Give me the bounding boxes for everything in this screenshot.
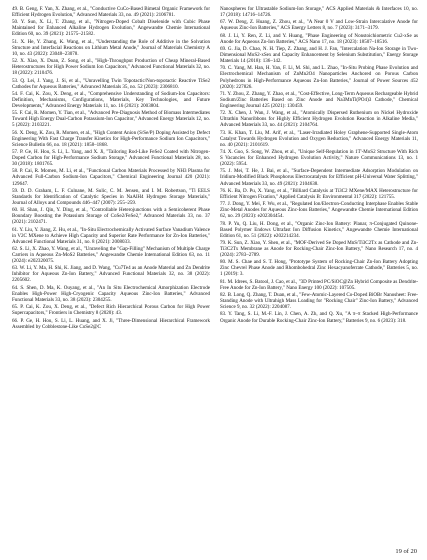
reference-entry: 65. P. Cai, K. Zou, X. Deng, et al., "Defect Rich Hierarchical Porous Carbon for High Power Supercapacitors," Frontiers in Chemistry 8 (2020): 43. (12, 304, 210, 317)
reference-entry: 50. Y. Sun, X. Li, T. Zhang, et al., "Nitrogen-Doped Cobalt Diselenide with Cubic Phase Maintained for Enhanced Alkaline Hydrogen Evolution," Angewandte Chemie International Edition 60, no. 39 (2021): 21575–21582. (12, 19, 210, 38)
reference-entry: Nanospheres for Ultrastable Sodium-Ion Storage," ACS Applied Materials & Interfaces 10, no. 17 (2018): 14716–14726. (220, 6, 418, 19)
reference-entry: 61. Y. Liu, Y. Jiang, Z. Hu, et al., "In-Situ Electrochemically Activated Surface Vanadium Valence in V2C MXene to Achieve High Capacity and Superior Rate Performance for Zn-Ion Batteries," Advanced Functional Materials 31, no. 8 (2021): 2008033. (12, 226, 210, 245)
reference-entry: 70. C. Yang, M. Han, H. Yan, F. Li, M. Shi, and L. Zhao, "In-Situ Probing Phase Evolution and Electrochemical Mechanism of ZnMn2O4 Nanoparticles Anchored on Porous Carbon Polyhedrons in High-Performance Aqueous Zn-Ion Batteries," Journal of Power Sources 452 (2020): 227826. (220, 65, 418, 90)
reference-entry: 74. X. Guo, S. Song, W. Zhou, et al., "Unique Self-Regulation in 1T'-MoS2 Structure With Rich S Vacancies for Enhanced Hydrogen Evolution Activity," Nature Communications 13, no. 1 (2022): 5954. (220, 149, 418, 168)
reference-entry: 83. Y. Tang, S. Li, M.-F. Lin, J. Chen, A. Zh, and Q. Xu, "A π–π Stacked High-Performance Organic Anode for Durable Rocking-Chair Zinc-Ion Battery," Batteries 9, no. 6 (2023): 318. (220, 311, 418, 324)
reference-entry: 51. X. He, Y. Zhang, K. Wang, et al., "Understanding the Role of Additive in the Solvation Structure and Interfacial Reactions on Lithium Metal Anode," Journal of Materials Chemistry A 10, no. 43 (2022): 23048–23078. (12, 38, 210, 57)
reference-entry: 49. B. Geng, F. Yan, X. Zhang, et al., "Conductive CuCo-Based Bimetal Organic Framework for Efficient Hydrogen Evolution," Advanced Materials 33, no. 49 (2021): 2106781. (12, 6, 210, 19)
reference-entry: 53. Q. Lei, J. Yang, J. Si, et al., "Unravelling Twin Topotactic/Non-topotactic Reactive TiSe2 Cathodes for Aqueous Batteries," Advanced Materials 35, no. 52 (2023): 2306810. (12, 77, 210, 90)
left-reference-column (12, 6, 210, 331)
reference-entry: 71. Y. Zhou, Z. Zhang, Y. Zhao, et al., "Cost-Effective, Long-Term Aqueous Rechargeable Hybrid Sodium/Zinc Batteries Based on Zinc Anode and Na3MnTi(PO4)3 Cathode," Chemical Engineering Journal 425 (2021): 130459. (220, 90, 418, 109)
reference-entry: 62. S. Li, X. Zhao, Y. Wang, et al., "Unraveling the "Gap-Filling" Mechanism of Multiple Charge Carriers in Aqueous Zn-MoS2 Batteries," Angewandte Chemie International Edition 63, no. 11 (2024): e202320075. (12, 245, 210, 265)
reference-entry: 72. X. Chen, J. Wan, J. Wang, et al., "Atomically Dispersed Ruthenium on Nickel Hydroxide Ultrathin Nanoribbons for Highly Efficient Hydrogen Evolution Reaction in Alkaline Media," Advanced Materials 33, no. 44 (2021): 2104764. (220, 110, 418, 129)
reference-entry: 52. X. Xiao, X. Duan, Z. Song, et al., "High-Throughput Production of Cheap Mineral-Based Heterostructures for High Power Sodium Ion Capacitors," Advanced Functional Materials 32, no. 18 (2022): 2110476. (12, 58, 210, 77)
reference-entry: 68. J. Li, Y. Ren, Z. Li, and Y. Huang, "Phase Engineering of Nonstoichiometric Cu2-xSe as Anode for Aqueous Zn-Ion Batteries," ACS Nano 17, no. 18 (2023): 18507–18516. (220, 32, 418, 45)
reference-entry: 78. P. Yu, Q. Liu, H. Dong, et al., "Organic Zinc-Ion Battery: Planar, π-Conjugated Quinone-Based Polymer Endows Ultrafast Ion Diffusion Kinetics," Angewandte Chemie International Edition 61, no. 51 (2022): e202214234. (220, 220, 418, 239)
reference-entry: 59. D. D. Graham, L. F. Culnane, M. Sulic, C. M. Jensen, and I. M. Robertson, "Ti EELS Standards for Identification of Catalytic Species in NaAlH4 Hydrogen Storage Materials," Journal of Alloys and Compounds 446–447 (2007): 255–259. (12, 187, 210, 206)
reference-entry: 80. M. S. Chae and S. T. Hong, "Prototype System of Rocking-Chair Zn-Ion Battery Adopting Zinc Chevrel Phase Anode and Rhombohedral Zinc Hexacyanoferrate Cathode," Batteries 5, no. 1 (2019): 3. (220, 259, 418, 278)
reference-entry: 66. P. Ge, H. Hou, S. Li, L. Huang, and X. Ji, "Three-Dimensional Hierarchical Framework Assembled by Cobblestone-Like CoSe2@C (12, 317, 210, 330)
page-number: 19 of 20 (395, 548, 417, 555)
right-reference-column (220, 6, 418, 331)
reference-entry: 76. K. Ba, D. Pu, X. Yang, et al., "Billiard Catalysis at Ti3C2 MXene/MAX Heterostructure for Efficient Nitrogen Fixation," Applied Catalysis B: Environmental 317 (2022): 121755. (220, 187, 418, 200)
reference-entry: 63. W. Li, Y. Ma, H. Shi, K. Jiang, and D. Wang, "Cu7Te4 as an Anode Material and Zn Dendrite Inhibitor for Aqueous Zn-Ion Battery," Advanced Functional Materials 32, no. 38 (2022): 2205602. (12, 265, 210, 284)
reference-entry: 67. W. Deng, Z. Huang, Z. Zhou, et al., "A Near 0 V and Low-Strain Intercalative Anode for Aqueous Zinc-Ion Batteries," ACS Energy Letters 8, no. 7 (2023): 3171–3179. (220, 19, 418, 32)
reference-entry: 81. M. Idrees, S. Batool, J. Cao, et al., "3D Printed PC/SiOC@Zn Hybrid Composite as Dendrite-Free Anode for Zn-Ion Battery," Nano Energy 100 (2022): 107505. (220, 278, 418, 291)
reference-entry: 82. B. Long, Q. Zhang, T. Duan, et al., "Few-Atomic-Layered Co-Doped BiOBr Nanosheet: Free-Standing Anode with Ultrahigh Mass Loading for "Rocking Chair" Zinc-Ion Battery," Advanced Science 9, no. 32 (2022): 2204087. (220, 292, 418, 311)
reference-entry: 77. J. Dong, Y. Mei, F. Wu, et al., "Regulated Ion/Electron-Conducting Interphase Enables Stable Zinc-Metal Anodes for Aqueous Zinc-Ions Batteries," Angewandte Chemie International Edition 62, no. 29 (2023): e202304454. (220, 201, 418, 220)
reference-entry: 57. P. Ge, H. Hou, S. Li, L. Yang, and X. Ji, "Tailoring Rod-Like FeSe2 Coated with Nitrogen-Doped Carbon for High-Performance Sodium Storage," Advanced Functional Materials 28, no. 30 (2018): 1801765. (12, 149, 210, 168)
reference-entry: 60. H. Shan, J. Qin, Y. Ding, et al., "Controllable Heterojunctions with a Semicoherent Phase Boundary Boosting the Potassium Storage of CoSe2/FeSe2," Advanced Materials 33, no. 37 (2021): 2102471. (12, 207, 210, 226)
reference-entry: 69. G. Jia, D. Chao, N. H. Tiep, Z. Zhang, and H. J. Fan, "Intercalation Na-Ion Storage in Two-Dimensional MoS2-xSex and Capacity Enhancement by Selenium Substitution," Energy Storage Materials 14 (2018): 136–142. (220, 46, 418, 65)
reference-entry: 54. F. Cai, K. Zou, X. Deng, et al., "Comprehensive Understanding of Sodium-Ion Capacitors: Definition, Mechanisms, Configurations, Materials, Key Technologies, and Future Developments," Advanced Energy Materials 11, no. 16 (2021): 2003804. (12, 90, 210, 109)
reference-entry: 64. S. Shen, D. Ma, K. Ouyang, et al., "An In Situ Electrochemical Amorphization Electrode Enables High-Power High-Cryogenic Capacity Aqueous Zinc-Ion Batteries," Advanced Functional Materials 33, no. 38 (2023): 2304255. (12, 284, 210, 303)
reference-entry: 55. F. Cai, R. Momen, Y. Tian, et al., "Advanced Pre-Diagnosis Method of Biomass Intermediates Toward High Energy Dual-Carbon Potassium-Ion Capacitor," Advanced Energy Materials 12, no. 5 (2022): 2103221. (12, 110, 210, 129)
reference-entry: 58. P. Cai, R. Momen, M. Li, et al., "Functional Carbon Materials Processed by NH3 Plasma for Advanced Full-Carbon Sodium-Ion Capacitors," Chemical Engineering Journal 420 (2021): 129647. (12, 168, 210, 187)
reference-entry: 73. K. Khan, T. Liu, M. Arif, et al., "Laser-Irradiated Holey Graphene-Supported Single-Atom Catalyst Towards Hydrogen Evolution and Oxygen Reduction," Advanced Energy Materials 11, no. 40 (2021): 2101619. (220, 129, 418, 148)
reference-entry: 56. X. Deng, K. Zou, R. Momen, et al., "High Content Anion (S/Se/P) Doping Assisted by Defect Engineering With Fast Charge Transfer Kinetics for High-Performance Sodium Ion Capacitors," Science Bulletin 66, no. 18 (2021): 1858–1868. (12, 129, 210, 148)
reference-columns (12, 6, 418, 331)
reference-entry: 79. K. Sun, Z. Xiao, Y. Shen, et al., "MOF-Derived Se Doped MnS/Ti3C2Tx as Cathode and Zn-Ti3C2Tx Membrane as Anode for Rocking-Chair Zinc-Ion Battery," Nano Research 17, no. 4 (2024): 2783–2789. (220, 239, 418, 259)
reference-entry: 75. J. Mei, T. He, J. Bai, et al., "Surface-Dependent Intermediate Adsorption Modulation on Iridium-Modified Black Phosphorus Electrocatalysts for Efficient pH-Universal Water Splitting," Advanced Materials 33, no. 49 (2021): 2104638. (220, 168, 418, 187)
